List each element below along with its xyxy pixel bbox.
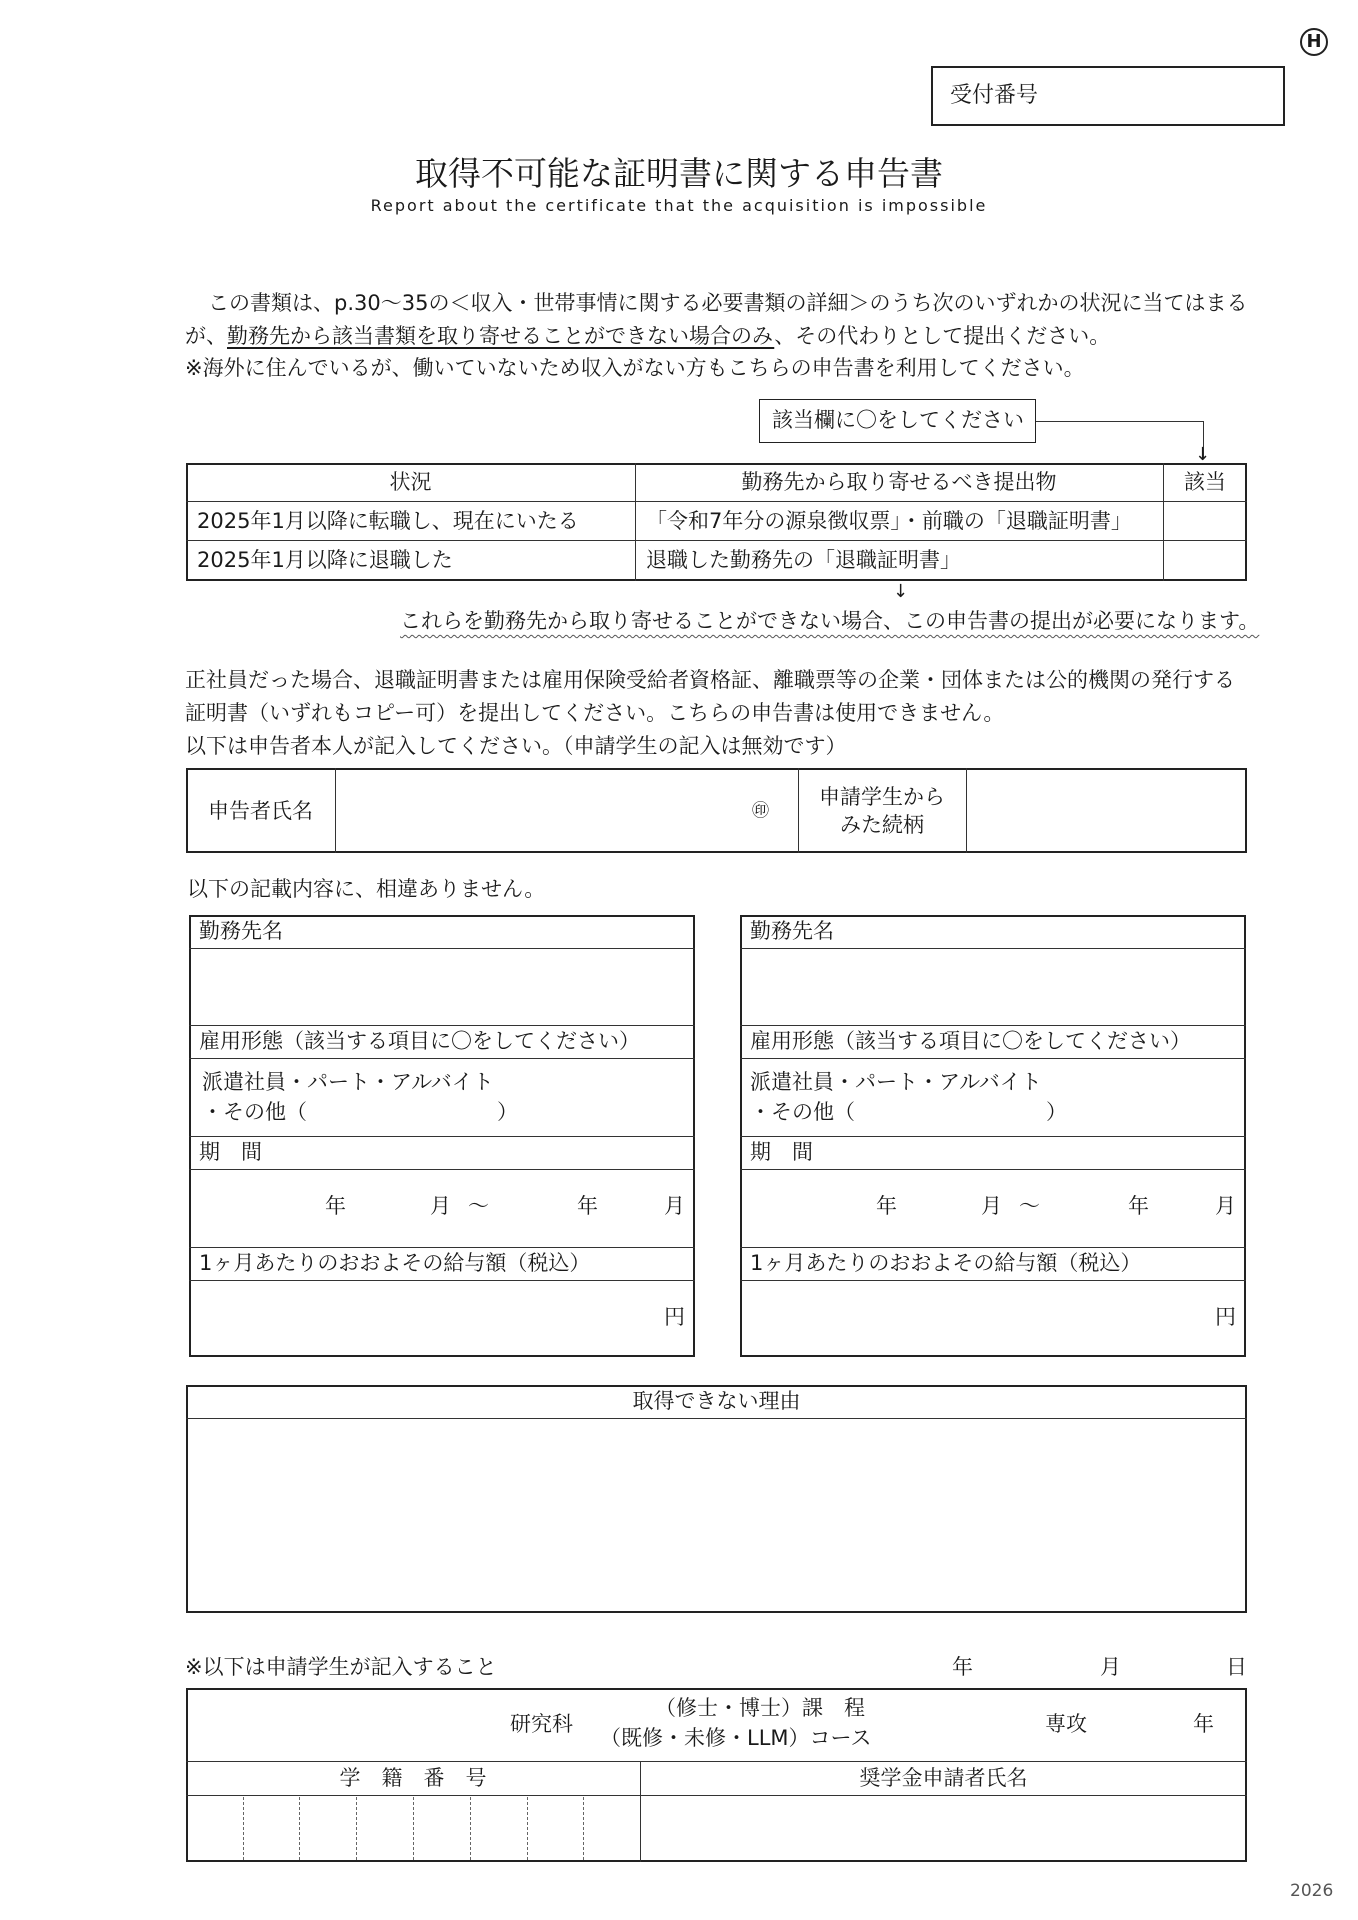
employment-type-label: 雇用形態（該当する項目に〇をしてください） — [199, 1029, 640, 1053]
intro-line-3: ※海外に住んでいるが、働いていないため収入がない方もこちらの申告書を利用してください。 — [185, 356, 1085, 380]
reason-field[interactable] — [188, 1420, 1245, 1611]
table-header-applicable: 該当 — [1184, 470, 1226, 494]
year-unit: 年 — [577, 1194, 598, 1218]
para2-line-2: 証明書（いずれもコピー可）を提出してください。こちらの申告書は使用できません。 — [185, 701, 1005, 725]
program-line-2: （既修・未修・LLM）コース — [600, 1726, 872, 1750]
paren-close: ） — [1046, 1100, 1067, 1124]
year-unit: 年 — [1128, 1194, 1149, 1218]
student-note: ※以下は申請学生が記入すること — [185, 1655, 497, 1679]
applicable-checkbox[interactable] — [1165, 542, 1245, 579]
page-title: 取得不可能な証明書に関する申告書 — [415, 154, 943, 193]
period-label: 期 間 — [750, 1140, 813, 1164]
relation-label-line-1: 申請学生から — [819, 785, 945, 809]
relation-label-line-2: みた続柄 — [840, 813, 924, 837]
footer-year: 2026 — [1290, 1881, 1334, 1901]
major-unit: 専攻 — [1045, 1712, 1087, 1736]
seal-mark: ㊞ — [752, 801, 769, 821]
yen-unit: 円 — [1215, 1305, 1236, 1329]
declarant-name-field[interactable] — [337, 770, 737, 851]
month-unit: 月 — [981, 1194, 1002, 1218]
graduate-school-unit: 研究科 — [510, 1712, 573, 1736]
year-unit: 年 — [876, 1194, 897, 1218]
employment-type-label: 雇用形態（該当する項目に〇をしてください） — [750, 1029, 1191, 1053]
para2-line-3: 以下は申告者本人が記入してください。（申請学生の記入は無効です） — [185, 734, 847, 758]
receipt-number-label: 受付番号 — [950, 83, 1039, 108]
employer-label: 勤務先名 — [750, 919, 834, 943]
date-month: 月 — [1100, 1655, 1121, 1679]
reason-label: 取得できない理由 — [632, 1389, 801, 1413]
paren-close: ） — [497, 1100, 518, 1124]
employment-type-options[interactable]: 派遣社員・パート・アルバイト — [202, 1070, 494, 1094]
applicable-checkbox[interactable] — [1165, 503, 1245, 538]
month-unit: 月 — [430, 1194, 451, 1218]
intro-line-2: が、勤務先から該当書類を取り寄せることができない場合のみ、その代わりとして提出ください。 — [185, 324, 1111, 348]
tilde: 〜 — [1019, 1194, 1040, 1218]
callout-line — [1036, 421, 1204, 422]
month-unit: 月 — [1215, 1194, 1236, 1218]
para2-line-1: 正社員だった場合、退職証明書または雇用保険受給者資格証、離職票等の企業・団体または公的機関の発行する — [185, 668, 1235, 692]
period-label: 期 間 — [199, 1140, 262, 1164]
intro-underlined: 勤務先から該当書類を取り寄せることができない場合のみ — [227, 324, 775, 348]
employment-type-options[interactable]: 派遣社員・パート・アルバイト — [750, 1070, 1042, 1094]
student-id-field[interactable] — [188, 1797, 638, 1860]
table-cell: 2025年1月以降に転職し、現在にいたる — [197, 509, 579, 533]
declarant-name-label: 申告者氏名 — [208, 799, 313, 823]
page-subtitle: Report about the certificate that the acquisition is impossible — [370, 196, 988, 215]
salary-label: 1ヶ月あたりのおおよその給与額（税込） — [199, 1251, 591, 1275]
date-day: 日 — [1226, 1655, 1247, 1679]
table-cell: 2025年1月以降に退職した — [197, 548, 453, 572]
employment-type-other[interactable]: ・その他（ — [750, 1100, 855, 1124]
program-line-1: （修士・博士）課 程 — [655, 1696, 865, 1720]
table-header-situation: 状況 — [389, 470, 432, 494]
month-unit: 月 — [664, 1194, 685, 1218]
mark-instruction: 該当欄に〇をしてください — [772, 408, 1024, 432]
table-header-documents: 勤務先から取り寄せるべき提出物 — [741, 470, 1057, 494]
yen-unit: 円 — [664, 1305, 685, 1329]
table-cell: 「令和7年分の源泉徴収票」・前職の「退職証明書」 — [646, 509, 1132, 533]
grade-unit: 年 — [1193, 1712, 1214, 1736]
intro-line-1: この書類は、p.30〜35の＜収入・世帯事情に関する必要書類の詳細＞のうち次のいずれかの状況に当てはまる — [208, 291, 1248, 315]
h-mark-icon: H — [1300, 28, 1328, 56]
applicant-name-label: 奨学金申請者氏名 — [859, 1766, 1028, 1790]
employment-type-other[interactable]: ・その他（ — [202, 1100, 307, 1124]
arrow-down-icon: ↓ — [893, 581, 909, 602]
confirm-text: 以下の記載内容に、相違ありません。 — [187, 877, 546, 901]
salary-label: 1ヶ月あたりのおおよその給与額（税込） — [750, 1251, 1142, 1275]
employer-name-field[interactable] — [191, 950, 693, 1024]
relation-field[interactable] — [968, 770, 1245, 851]
tilde: 〜 — [468, 1194, 489, 1218]
table-cell: 退職した勤務先の「退職証明書」 — [646, 548, 961, 572]
notice: これらを勤務先から取り寄せることができない場合、この申告書の提出が必要になります。 — [400, 609, 1260, 633]
year-unit: 年 — [325, 1194, 346, 1218]
employer-name-field[interactable] — [742, 950, 1244, 1024]
student-id-label: 学 籍 番 号 — [339, 1766, 487, 1790]
applicant-name-field[interactable] — [642, 1797, 1245, 1860]
employer-label: 勤務先名 — [199, 919, 283, 943]
arrow-down-icon: ↓ — [1195, 444, 1211, 465]
date-year: 年 — [952, 1655, 973, 1679]
